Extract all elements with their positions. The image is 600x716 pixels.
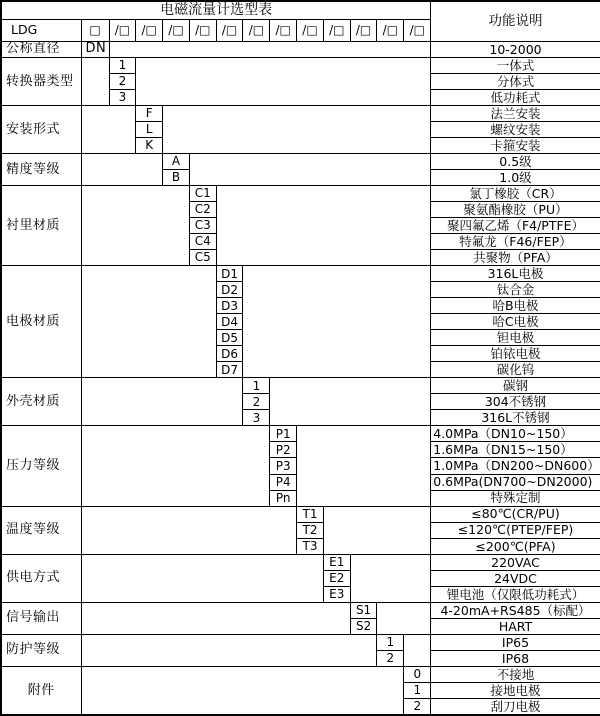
option-code: B (163, 170, 190, 186)
option-desc: 共聚物（PFA） (431, 250, 600, 266)
option-code: 2 (109, 74, 136, 90)
option-code: T1 (297, 506, 324, 522)
option-desc: 1.6MPa（DN15~150） (431, 442, 600, 458)
spacer-cell (81, 378, 243, 426)
spacer-cell (81, 58, 109, 106)
table-row (1, 58, 600, 74)
option-desc: 钛合金 (431, 282, 600, 298)
spacer-cell (270, 378, 431, 426)
spacer-cell (297, 426, 431, 506)
option-desc: ≤120℃(PTEP/FEP) (431, 522, 600, 538)
option-code: T3 (297, 538, 324, 554)
spacer-cell (243, 266, 431, 378)
table-row (1, 266, 600, 282)
group-label: 信号输出 (1, 602, 81, 634)
option-desc: ≤200℃(PFA) (431, 538, 600, 554)
option-code: C1 (189, 186, 216, 202)
option-desc: 碳化钨 (431, 362, 600, 378)
table-row (1, 426, 600, 442)
option-desc: 分体式 (431, 74, 600, 90)
code-slot-cell: /□ (109, 19, 136, 41)
spacer-cell (109, 41, 431, 58)
table-row (1, 666, 600, 682)
option-code: P4 (270, 474, 297, 490)
option-desc: 特氟龙（F46/FEP） (431, 234, 600, 250)
option-desc: 特殊定制 (431, 490, 600, 506)
table-row (1, 634, 600, 650)
spacer-cell (216, 186, 431, 266)
code-slot-cell: /□ (270, 19, 297, 41)
option-code: 1 (404, 682, 431, 698)
option-code: C3 (189, 218, 216, 234)
spacer-cell (81, 602, 350, 634)
option-code: 2 (243, 394, 270, 410)
option-code: D7 (216, 362, 243, 378)
option-desc: IP65 (431, 634, 600, 650)
group-label: 温度等级 (1, 506, 81, 554)
table-row (1, 602, 600, 618)
option-desc: 螺纹安装 (431, 122, 600, 138)
spacer-cell (81, 106, 136, 154)
group-label: 附件 (1, 666, 81, 715)
group-label: 精度等级 (1, 154, 81, 186)
option-code: D1 (216, 266, 243, 282)
spacer-cell (81, 666, 404, 715)
option-desc: 聚四氟乙烯（F4/PTFE） (431, 218, 600, 234)
option-desc: 法兰安装 (431, 106, 600, 122)
option-code: 2 (377, 650, 404, 666)
option-code: D2 (216, 282, 243, 298)
option-desc: IP68 (431, 650, 600, 666)
table-row (1, 106, 600, 122)
option-desc: 316L不锈钢 (431, 410, 600, 426)
option-code: F (136, 106, 163, 122)
option-desc: 氯丁橡胶（CR） (431, 186, 600, 202)
table-row (1, 186, 600, 202)
option-code: K (136, 138, 163, 154)
option-desc: 锂电池（仅限低功耗式） (431, 586, 600, 602)
option-desc: 刮刀电极 (431, 698, 600, 715)
group-label: 外壳材质 (1, 378, 81, 426)
code-slot-cell: /□ (377, 19, 404, 41)
param-label: 公称直径 (1, 41, 81, 58)
option-desc: 钽电极 (431, 330, 600, 346)
option-desc: ≤80℃(CR/PU) (431, 506, 600, 522)
code-slot-cell: /□ (297, 19, 324, 41)
group-label: 供电方式 (1, 554, 81, 602)
table-title: 电磁流量计选型表 (1, 1, 431, 19)
option-desc: 碳钢 (431, 378, 600, 394)
option-desc: 4.0MPa（DN10~150） (431, 426, 600, 442)
code-slot-cell: /□ (404, 19, 431, 41)
option-desc: 4-20mA+RS485（标配） (431, 602, 600, 618)
option-code: 1 (109, 58, 136, 74)
spacer-cell (81, 426, 270, 506)
option-desc: 不接地 (431, 666, 600, 682)
option-desc: 220VAC (431, 554, 600, 570)
code-box-cell: □ (81, 19, 109, 41)
spacer-cell (404, 634, 431, 666)
option-code: S1 (350, 602, 377, 618)
group-label: 电极材质 (1, 266, 81, 378)
spacer-cell (81, 266, 216, 378)
group-label: 转换器类型 (1, 58, 81, 106)
option-code: 3 (243, 410, 270, 426)
option-desc: 铂铱电极 (431, 346, 600, 362)
option-desc: 0.6MPa(DN700~DN2000) (431, 474, 600, 490)
option-code: C2 (189, 202, 216, 218)
group-label: 衬里材质 (1, 186, 81, 266)
code-slot-cell: /□ (243, 19, 270, 41)
option-code: D3 (216, 298, 243, 314)
option-desc: 卡箍安装 (431, 138, 600, 154)
option-desc: 0.5级 (431, 154, 600, 170)
option-desc: 哈C电极 (431, 314, 600, 330)
option-code: D4 (216, 314, 243, 330)
option-desc: 低功耗式 (431, 90, 600, 106)
option-code: 1 (377, 634, 404, 650)
option-code: D5 (216, 330, 243, 346)
code-slot-cell: /□ (350, 19, 377, 41)
table-row (1, 41, 600, 58)
group-label: 安装形式 (1, 106, 81, 154)
option-desc: 24VDC (431, 570, 600, 586)
option-code: P3 (270, 458, 297, 474)
option-code: A (163, 154, 190, 170)
spacer-cell (81, 554, 323, 602)
option-code: C5 (189, 250, 216, 266)
option-desc: 316L电极 (431, 266, 600, 282)
option-code: 1 (243, 378, 270, 394)
param-desc: 10-2000 (431, 41, 600, 58)
group-label: 防护等级 (1, 634, 81, 666)
spacer-cell (81, 154, 163, 186)
function-header: 功能说明 (431, 1, 600, 41)
spacer-cell (81, 186, 189, 266)
code-slot-cell: /□ (216, 19, 243, 41)
option-code: C4 (189, 234, 216, 250)
spacer-cell (189, 154, 430, 186)
spacer-cell (163, 106, 431, 154)
option-desc: HART (431, 618, 600, 634)
table-row (1, 506, 600, 522)
option-code: 2 (404, 698, 431, 715)
table-row (1, 554, 600, 570)
spacer-cell (136, 58, 431, 106)
table-row (1, 378, 600, 394)
option-desc: 304不锈钢 (431, 394, 600, 410)
spacer-cell (323, 506, 430, 554)
option-code: 3 (109, 90, 136, 106)
param-code: DN (81, 41, 109, 58)
model-name: LDG (1, 19, 81, 41)
spacer-cell (350, 554, 431, 602)
table-row (1, 154, 600, 170)
option-code: Pn (270, 490, 297, 506)
option-desc: 一体式 (431, 58, 600, 74)
table-row (1, 1, 600, 19)
option-code: D6 (216, 346, 243, 362)
option-code: P2 (270, 442, 297, 458)
code-slot-cell: /□ (323, 19, 350, 41)
option-code: S2 (350, 618, 377, 634)
code-slot-cell: /□ (189, 19, 216, 41)
spacer-cell (377, 602, 431, 634)
option-code: T2 (297, 522, 324, 538)
option-code: E3 (323, 586, 350, 602)
option-desc: 1.0级 (431, 170, 600, 186)
spacer-cell (81, 506, 297, 554)
code-slot-cell: /□ (163, 19, 190, 41)
option-code: L (136, 122, 163, 138)
option-desc: 哈B电极 (431, 298, 600, 314)
option-desc: 1.0MPa（DN200~DN600） (431, 458, 600, 474)
option-code: P1 (270, 426, 297, 442)
option-desc: 接地电极 (431, 682, 600, 698)
group-label: 压力等级 (1, 426, 81, 506)
option-code: E2 (323, 570, 350, 586)
code-slot-cell: /□ (136, 19, 163, 41)
spacer-cell (81, 634, 377, 666)
option-desc: 聚氨酯橡胶（PU） (431, 202, 600, 218)
option-code: E1 (323, 554, 350, 570)
option-code: 0 (404, 666, 431, 682)
